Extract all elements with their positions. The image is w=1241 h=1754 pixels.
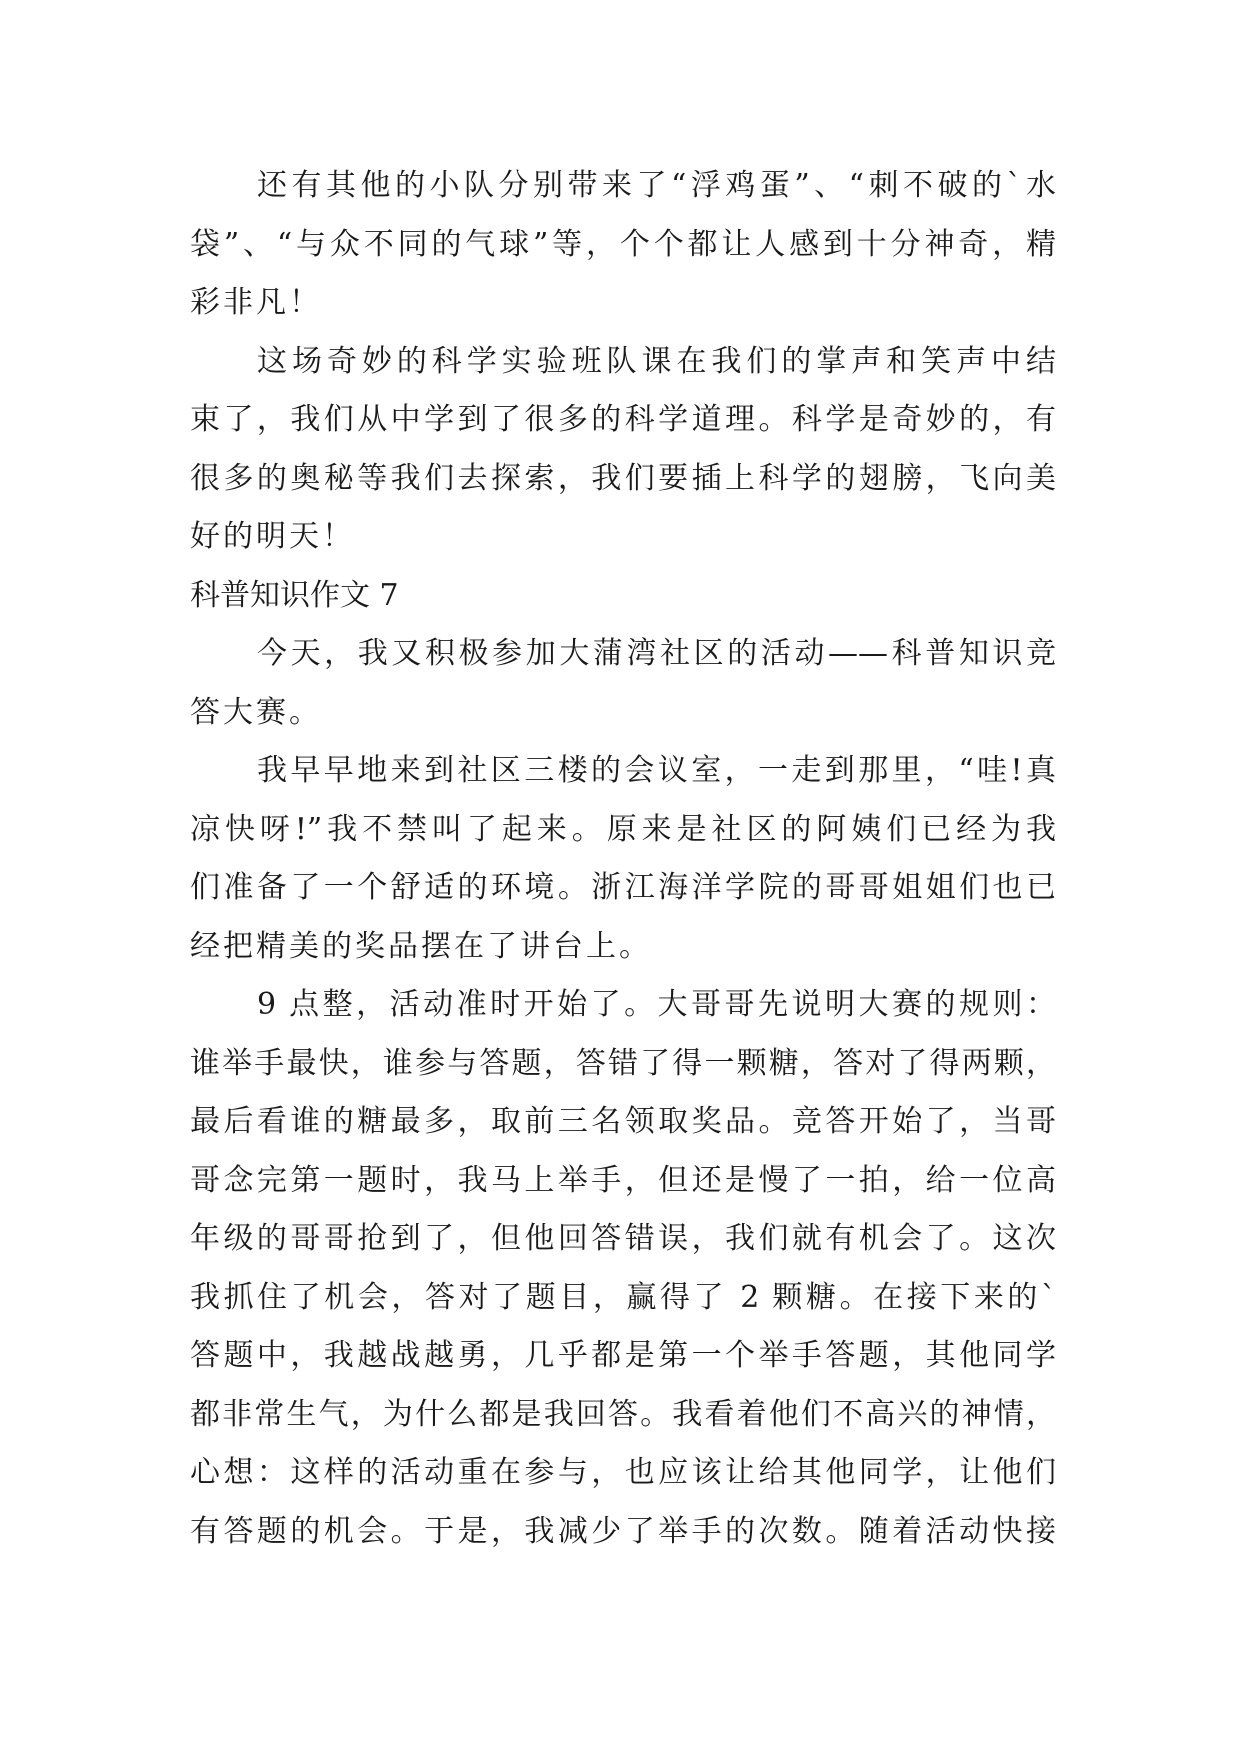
text-line: 很多的奥秘等我们去探索，我们要插上科学的翅膀，飞向美 xyxy=(190,460,1056,496)
text-line: 9 点整，活动准时开始了。大哥哥先说明大赛的规则： xyxy=(257,987,1056,1022)
text-line: 答题中，我越战越勇，几乎都是第一个举手答题，其他同学 xyxy=(190,1338,1056,1373)
text-line: 最后看谁的糖最多，取前三名领取奖品。竞答开始了，当哥 xyxy=(190,1104,1056,1139)
text-line: 袋”、“与众不同的气球”等，个个都让人感到十分神奇，精 xyxy=(190,226,1056,262)
document-body xyxy=(190,157,1056,1561)
text-line: 束了，我们从中学到了很多的科学道理。科学是奇妙的，有 xyxy=(190,402,1056,437)
text-line: 哥念完第一题时，我马上举手，但还是慢了一拍，给一位高 xyxy=(190,1162,1056,1198)
text-line: 今天，我又积极参加大蒲湾社区的活动——科普知识竞 xyxy=(257,636,1056,671)
text-line: 答大赛。 xyxy=(190,694,322,730)
text-line: 这场奇妙的科学实验班队课在我们的掌声和笑声中结 xyxy=(257,343,1056,379)
section-heading: 科普知识作文 7 xyxy=(190,577,399,613)
text-line: 谁举手最快，谁参与答题，答错了得一颗糖，答对了得两颗， xyxy=(190,1045,1056,1081)
text-line: 还有其他的小队分别带来了“浮鸡蛋”、“刺不破的`水 xyxy=(257,168,1056,203)
paragraph xyxy=(190,625,1056,742)
text-line: 们准备了一个舒适的环境。浙江海洋学院的哥哥姐姐们也已 xyxy=(190,870,1056,905)
text-line: 都非常生气，为什么都是我回答。我看着他们不高兴的神情， xyxy=(190,1396,1056,1432)
text-line: 我抓住了机会，答对了题目，赢得了 2 颗糖。在接下来的` xyxy=(190,1279,1056,1315)
paragraph xyxy=(190,976,1056,1561)
paragraph xyxy=(190,157,1056,333)
paragraph xyxy=(190,742,1056,976)
text-line: 有答题的机会。于是，我减少了举手的次数。随着活动快接 xyxy=(190,1513,1056,1549)
text-line: 心想：这样的活动重在参与，也应该让给其他同学，让他们 xyxy=(190,1455,1056,1490)
text-line: 我早早地来到社区三楼的会议室，一走到那里，“哇!真 xyxy=(257,753,1056,788)
text-line: 经把精美的奖品摆在了讲台上。 xyxy=(190,928,652,964)
text-line: 彩非凡！ xyxy=(190,285,322,320)
text-line: 年级的哥哥抢到了，但他回答错误，我们就有机会了。这次 xyxy=(190,1221,1056,1256)
text-line: 凉快呀!”我不禁叫了起来。原来是社区的阿姨们已经为我 xyxy=(190,811,1056,847)
text-line: 好的明天！ xyxy=(190,519,355,554)
paragraph xyxy=(190,333,1056,567)
